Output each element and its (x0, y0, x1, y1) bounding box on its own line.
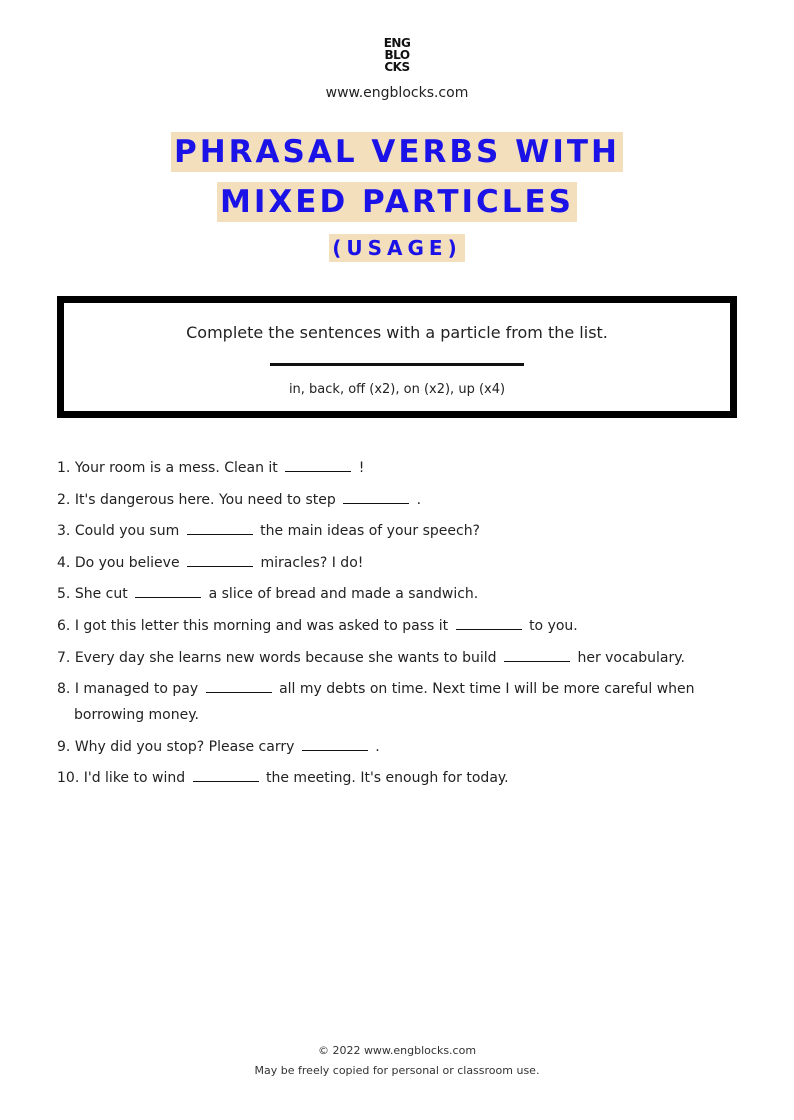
item-text-after: the meeting. It's enough for today. (266, 770, 509, 787)
answer-blank[interactable] (343, 489, 409, 504)
answer-blank[interactable] (135, 583, 201, 598)
item-number: 5. (57, 586, 71, 603)
exercise-item (57, 645, 737, 672)
item-text-after: . (416, 491, 422, 508)
item-text-before: I got this letter this morning and was asked to pass it (74, 617, 449, 634)
site-url[interactable]: www.engblocks.com (325, 85, 469, 101)
item-text-before: Every day she learns new words because she wants to build (74, 649, 497, 666)
item-text-after: . (375, 738, 380, 755)
item-text-after: miracles? I do! (260, 554, 364, 571)
item-text-before: I managed to pay (74, 681, 199, 698)
item-text-after: her vocabulary. (577, 649, 685, 666)
answer-blank[interactable] (285, 457, 351, 472)
item-text-before: Could you sum (74, 523, 180, 540)
exercise-item (57, 455, 737, 482)
exercise-item (57, 676, 737, 729)
answer-blank[interactable] (206, 678, 272, 693)
exercise-item (57, 613, 737, 640)
instructions-divider (270, 363, 524, 366)
answer-blank[interactable] (504, 647, 570, 662)
item-number: 8. (57, 681, 71, 698)
item-text-before: It's dangerous here. You need to step (74, 491, 336, 508)
exercise-item (57, 581, 737, 608)
item-number: 6. (57, 617, 71, 634)
exercise-item (57, 550, 737, 577)
exercise-list (57, 455, 737, 797)
exercise-item (57, 765, 737, 792)
instructions-box (57, 296, 737, 418)
answer-blank[interactable] (456, 615, 522, 630)
footer-copyright: © 2022 www.engblocks.com (317, 1044, 477, 1057)
answer-blank[interactable] (187, 552, 253, 567)
footer-license: May be freely copied for personal or classroom use. (254, 1064, 540, 1077)
item-number: 9. (57, 738, 71, 755)
item-text-after: a slice of bread and made a sandwich. (208, 586, 479, 603)
worksheet-subtitle: (USAGE) (0, 234, 794, 262)
item-number: 2. (57, 491, 71, 508)
item-text-after: all my debts on time. Next time I will be more careful when (279, 681, 695, 698)
answer-blank[interactable] (302, 736, 368, 751)
logo-line-2: BLO (384, 48, 410, 62)
item-text-after: the main ideas of your speech? (260, 523, 480, 540)
exercise-item (57, 518, 737, 545)
answer-blank[interactable] (187, 520, 253, 535)
worksheet-title-line-2: MIXED PARTICLES (0, 182, 794, 222)
item-number: 3. (57, 523, 71, 540)
engblocks-logo (0, 37, 794, 73)
logo-line-1: ENG (383, 36, 411, 50)
item-text-after: to you. (529, 617, 578, 634)
item-text-before: I'd like to wind (83, 770, 186, 787)
item-text-before: She cut (74, 586, 128, 603)
item-number: 7. (57, 649, 71, 666)
item-text-continuation: borrowing money. (74, 707, 199, 724)
logo-line-3: CKS (384, 60, 410, 74)
item-text-after: ! (358, 460, 365, 476)
answer-blank[interactable] (193, 767, 259, 782)
instructions-text: Complete the sentences with a particle from the list. (186, 323, 608, 342)
worksheet-title-line-1: PHRASAL VERBS WITH (0, 132, 794, 172)
particle-word-list: in, back, off (x2), on (x2), up (x4) (288, 382, 506, 397)
exercise-item (57, 487, 737, 514)
item-number: 10. (57, 770, 80, 787)
item-number: 1. (57, 460, 71, 476)
exercise-item (57, 734, 737, 761)
item-text-before: Do you believe (74, 554, 180, 571)
item-text-before: Why did you stop? Please carry (74, 738, 295, 755)
item-text-before: Your room is a mess. Clean it (74, 460, 278, 476)
item-number: 4. (57, 554, 71, 571)
